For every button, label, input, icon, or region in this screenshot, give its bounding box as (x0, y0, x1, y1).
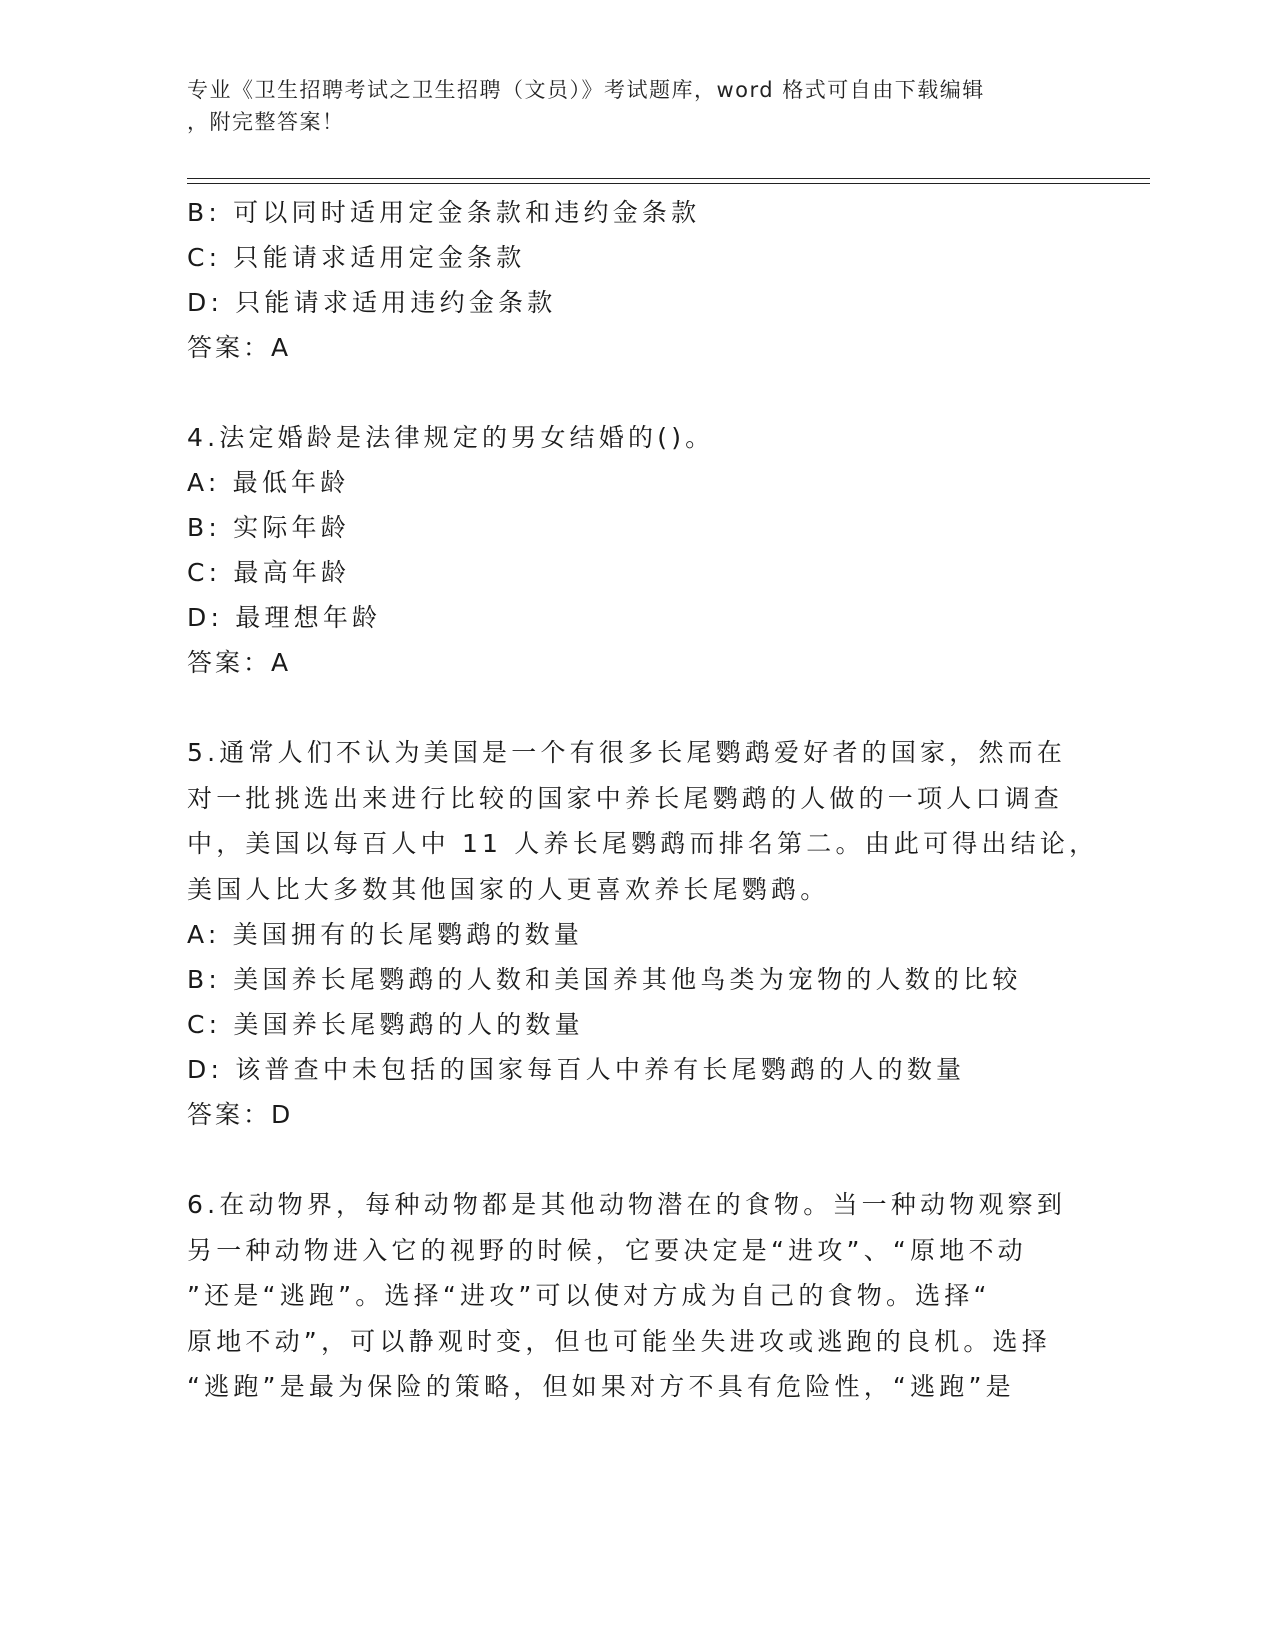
header-line-1: 专业《卫生招聘考试之卫生招聘（文员）》考试题库，word 格式可自由下载编辑 (187, 78, 985, 102)
answer-value: D (271, 1100, 294, 1129)
answer-line (187, 640, 1067, 685)
question-stem-line: 对一批挑选出来进行比较的国家中养长尾鹦鹉的人做的一项人口调查 (187, 783, 1064, 813)
question-stem-line: 中，美国以每百人中 11 人养长尾鹦鹉而排名第二。由此可得出结论， (187, 829, 1099, 858)
question-stem: 4.法定婚龄是法律规定的男女结婚的()。 (187, 423, 715, 452)
option-d: D: 只能请求适用违约金条款 (187, 288, 557, 317)
spacer (187, 685, 1067, 730)
option-b: B: 可以同时适用定金条款和违约金条款 (187, 198, 701, 227)
question-content (187, 190, 1099, 1410)
option-d: D: 该普查中未包括的国家每百人中养有长尾鹦鹉的人的数量 (187, 1055, 966, 1084)
answer-value: A (271, 648, 292, 677)
option-d: D: 最理想年龄 (187, 603, 382, 632)
option-b: B: 美国养长尾鹦鹉的人数和美国养其他鸟类为宠物的人数的比较 (187, 965, 1022, 994)
question-3 (187, 190, 1067, 370)
answer-label: 答案： (187, 333, 272, 362)
answer-value: A (271, 333, 292, 362)
option-c: C: 只能请求适用定金条款 (187, 243, 526, 272)
spacer (187, 370, 1067, 415)
option-b: B: 实际年龄 (187, 513, 350, 542)
header-line-2: ，附完整答案！ (187, 110, 345, 134)
answer-label: 答案： (187, 1100, 272, 1129)
question-stem-line: 5.通常人们不认为美国是一个有很多长尾鹦鹉爱好者的国家，然而在 (187, 738, 1067, 767)
option-c: C: 美国养长尾鹦鹉的人的数量 (187, 1010, 584, 1039)
question-5 (187, 730, 1099, 1137)
question-stem-line: 美国人比大多数其他国家的人更喜欢养长尾鹦鹉。 (187, 874, 830, 904)
answer-line (187, 1092, 1067, 1137)
header-rule-bottom (187, 183, 1150, 184)
question-stem-line: “逃跑”是最为保险的策略，但如果对方不具有危险性，“逃跑”是 (187, 1372, 1015, 1401)
option-a: A: 美国拥有的长尾鹦鹉的数量 (187, 920, 584, 949)
answer-label: 答案： (187, 648, 272, 677)
question-stem-line: 6.在动物界，每种动物都是其他动物潜在的食物。当一种动物观察到 (187, 1190, 1067, 1219)
question-stem-line: 另一种动物进入它的视野的时候，它要决定是“进攻”、“原地不动 (187, 1235, 1027, 1265)
question-stem-line: 原地不动”，可以静观时变，但也可能坐失进攻或逃跑的良机。选择 (187, 1326, 1051, 1356)
question-6 (187, 1182, 1067, 1410)
option-c: C: 最高年龄 (187, 558, 351, 587)
question-stem-line: ”还是“逃跑”。选择“进攻”可以使对方成为自己的食物。选择“ (187, 1281, 991, 1310)
question-4 (187, 415, 1067, 685)
spacer (187, 1137, 1067, 1182)
answer-line (187, 325, 1067, 370)
document-header (187, 74, 1067, 138)
header-rule-top (187, 178, 1150, 179)
option-a: A: 最低年龄 (187, 468, 350, 497)
